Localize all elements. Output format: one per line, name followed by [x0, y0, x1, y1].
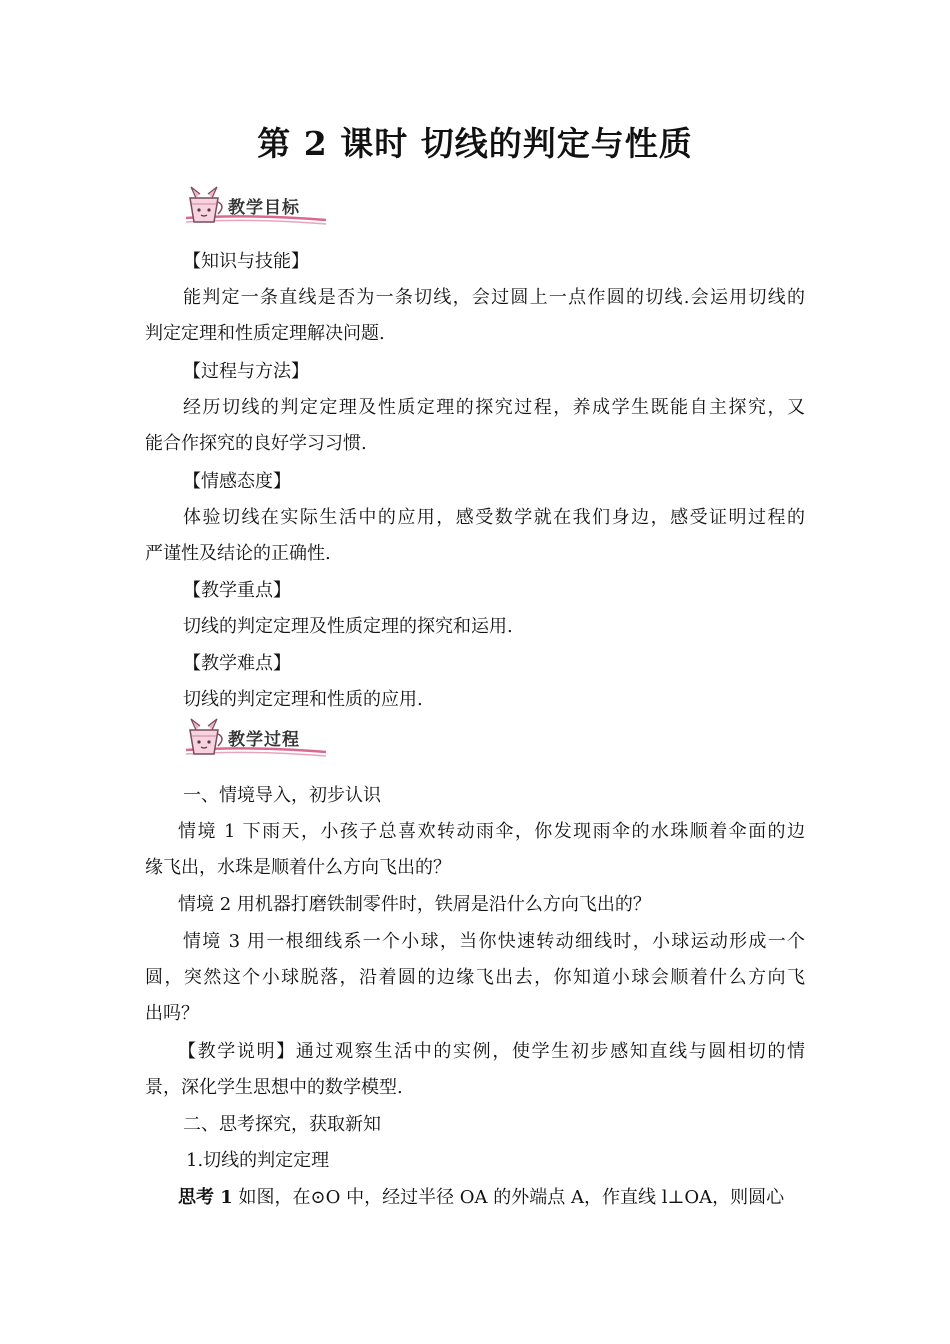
process-line-2: 能合作探究的良好学习习惯. [145, 433, 367, 454]
process-heading: 【过程与方法】 [183, 361, 309, 382]
difficult-point-text: 切线的判定定理和性质的应用. [183, 689, 423, 710]
emotion-line-2: 严谨性及结论的正确性. [145, 543, 331, 564]
scenario-1-line-2: 缘飞出，水珠是顺着什么方向飞出的？ [145, 857, 451, 878]
think-1-line [178, 1186, 784, 1210]
emotion-line-1: 体验切线在实际生活中的应用，感受数学就在我们身边，感受证明过程的 [183, 507, 805, 528]
subsection-1-heading: 1.切线的判定定理 [186, 1150, 330, 1171]
emotion-heading: 【情感态度】 [183, 471, 291, 492]
process-line-1: 经历切线的判定定理及性质定理的探究过程，养成学生既能自主探究，又 [183, 397, 805, 418]
page-title: 第 2 课时 切线的判定与性质 [257, 124, 693, 163]
scenario-1-line-1: 情境 1 下雨天，小孩子总喜欢转动雨伞，你发现雨伞的水珠顺着伞面的边 [178, 821, 805, 842]
key-point-heading: 【教学重点】 [183, 580, 291, 601]
knowledge-line-1: 能判定一条直线是否为一条切线，会过圆上一点作圆的切线.会运用切线的 [183, 287, 805, 308]
think-1-text: 如图，在⊙O 中，经过半径 OA 的外端点 A，作直线 l⊥OA，则圆心 [232, 1187, 785, 1208]
section-1-heading: 一、情境导入，初步认识 [183, 785, 381, 806]
scenario-3-line-3: 出吗？ [145, 1003, 199, 1024]
think-1-label: 思考 1 [178, 1187, 233, 1208]
section-2-heading: 二、思考探究，获取新知 [183, 1114, 381, 1135]
teaching-note-line-1: 【教学说明】通过观察生活中的实例，使学生初步感知直线与圆相切的情 [178, 1041, 805, 1062]
scenario-2-line-1: 情境 2 用机器打磨铁制零件时，铁屑是沿什么方向飞出的？ [178, 894, 651, 915]
badge-label: 教学目标 [228, 198, 300, 218]
difficult-point-heading: 【教学难点】 [183, 653, 291, 674]
section-badge-goals [180, 184, 330, 228]
knowledge-line-2: 判定定理和性质定理解决问题. [145, 323, 385, 344]
knowledge-heading: 【知识与技能】 [183, 251, 309, 272]
teaching-note-line-2: 景，深化学生思想中的数学模型. [145, 1077, 403, 1098]
section-badge-process [180, 716, 330, 760]
scenario-3-line-1: 情境 3 用一根细线系一个小球，当你快速转动细线时，小球运动形成一个 [183, 931, 805, 952]
badge-label: 教学过程 [228, 730, 300, 750]
key-point-text: 切线的判定定理及性质定理的探究和运用. [183, 616, 513, 637]
scenario-3-line-2: 圆，突然这个小球脱落，沿着圆的边缘飞出去，你知道小球会顺着什么方向飞 [145, 967, 805, 988]
